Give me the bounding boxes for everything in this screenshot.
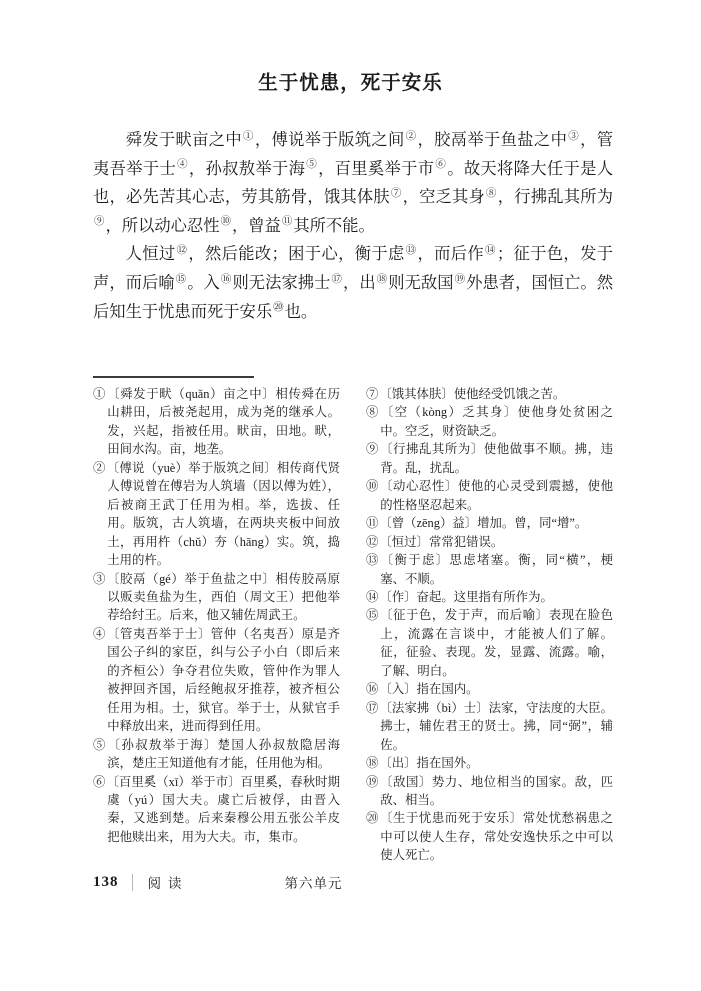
annotation-number: ① [93, 387, 107, 401]
annotation-text: 〔舜发于畎（quǎn）亩之中〕相传舜在历山耕田，后被尧起用，成为尧的继承人。发，兴起，指被任用。畎亩，田地。畎，田间水沟。亩，地垄。 [107, 387, 341, 457]
annotation-number: ⑥ [93, 774, 106, 789]
footnote-ref: ⑫ [176, 244, 188, 256]
footnote-ref: ⑦ [390, 187, 402, 199]
annotation-text: 〔曾（zēng）益〕增加。曾，同“增”。 [379, 516, 588, 531]
annotation-number: ⑤ [93, 737, 107, 752]
annotation-item [366, 440, 613, 477]
annotation-item [366, 809, 613, 864]
annotation-number: ⑧ [366, 405, 380, 420]
annotation-item [366, 533, 613, 551]
footnote-ref: ⑲ [454, 273, 466, 285]
footnote-ref: ⑭ [485, 244, 496, 256]
annotation-text: 〔傅说（yuè）举于版筑之间〕相传商代贤人傅说曾在傅岩为人筑墙（因以傅为姓），后被商王武丁任用为相。举，选拔、任用。版筑，古人筑墙，在两块夹板中间放土，再用杵（chǔ）夯（hāng）实。筑，捣土用的杵。 [106, 460, 341, 568]
annotation-text: 〔胶鬲（gé）举于鱼盐之中〕相传胶鬲原以贩卖鱼盐为生，西伯（周文王）把他举荐给纣王。后来，他又辅佐周武王。 [107, 571, 341, 623]
annotation-text: 〔法家拂（bì）士〕法家，守法度的大臣。拂士，辅佐君王的贤士。拂，同“弼”，辅佐。 [379, 700, 614, 752]
annotation-item [366, 680, 613, 698]
annotations [93, 385, 613, 865]
footnote-ref: ④ [177, 159, 188, 171]
annotation-item [93, 459, 340, 570]
annotation-item [93, 570, 340, 625]
footnote-ref: ⑳ [273, 302, 284, 314]
annotation-text: 〔饿其体肤〕使他经受饥饿之苦。 [379, 387, 566, 401]
annotation-number: ⑳ [366, 811, 379, 826]
annotations-column-right [366, 385, 613, 865]
annotation-number: ⑰ [366, 700, 379, 715]
annotation-number: ⑨ [366, 442, 379, 457]
annotation-text: 〔行拂乱其所为〕使他做事不顺。拂，违背。乱，扰乱。 [379, 442, 614, 475]
footnote-ref: ① [243, 130, 254, 142]
page-footer [93, 872, 343, 892]
annotation-number: ⑪ [366, 516, 379, 531]
annotations-column-left [93, 385, 340, 865]
annotation-number: ③ [93, 571, 107, 586]
footnote-ref: ⑪ [281, 216, 293, 228]
footnote-ref: ③ [568, 130, 580, 142]
footnote-ref: ⑬ [405, 244, 417, 256]
annotation-number: ⑲ [366, 774, 379, 789]
annotation-number: ② [93, 460, 106, 475]
footer-unit-label: 第六单元 [284, 876, 343, 891]
annotation-text: 〔管夷吾举于士〕管仲（名夷吾）原是齐国公子纠的家臣，纠与公子小白（即后来的齐桓公）争夺君位失败，管仲作为罪人被押回齐国，后经鲍叔牙推荐，被齐桓公任用为相。士，狱官。举于士，从狱官手中释放出来，进而得到任用。 [106, 626, 341, 734]
annotation-text: 〔敌国〕势力、地位相当的国家。敌，匹敌、相当。 [379, 774, 614, 807]
annotation-item [366, 477, 613, 514]
annotation-text: 〔恒过〕常常犯错误。 [379, 534, 504, 549]
annotation-item [366, 588, 613, 606]
annotation-number: ④ [93, 626, 106, 641]
annotation-number: ⑮ [366, 608, 379, 623]
main-text [93, 126, 613, 326]
footnote-ref: ⑤ [306, 159, 318, 171]
annotation-item [93, 385, 340, 459]
paragraph: 人恒过⑫，然后能改；困于心，衡于虑⑬，而后作⑭；征于色，发于声，而后喻⑮。入⑯则无法家拂士⑰，出⑱则无敌国⑲外患者，国恒亡。然后知生于忧患而死于安乐⑳也。 [93, 244, 614, 321]
annotation-item [366, 699, 613, 754]
annotation-item [93, 736, 340, 773]
page-title: 生于忧患，死于安乐 [258, 73, 443, 94]
annotation-item [366, 551, 613, 588]
annotation-number: ⑦ [366, 387, 379, 401]
annotation-text: 〔征于色，发于声，而后喻〕表现在脸色上，流露在言谈中，才能被人们了解。征，征验、表现。发，显露、流露。喻，了解、明白。 [379, 608, 614, 678]
annotation-item [93, 773, 340, 847]
footer-divider-rule [132, 874, 133, 891]
annotation-text: 〔动心忍性〕使他的心灵受到震撼，使他的性格坚忍起来。 [379, 479, 614, 512]
annotation-text: 〔衡于虑〕思虑堵塞。衡，同“横”，梗塞、不顺。 [380, 553, 614, 586]
footnote-ref: ⑱ [376, 273, 388, 285]
annotation-text: 〔百里奚（xī）举于市〕百里奚，春秋时期虞（yú）国大夫。虞亡后被俘，由晋入秦，又逃到楚。后来秦穆公用五张公羊皮把他赎出来，用为大夫。市，集市。 [106, 774, 341, 844]
footnote-ref: ⑨ [94, 216, 105, 228]
annotation-item [366, 773, 613, 810]
footnote-ref: ⑧ [486, 187, 497, 199]
annotation-item [93, 625, 340, 736]
footnote-divider [93, 376, 254, 378]
annotation-item [366, 403, 613, 440]
footnote-ref: ⑯ [220, 273, 232, 285]
annotation-item [366, 754, 613, 772]
annotation-number: ⑩ [366, 479, 379, 494]
footnote-ref: ⑰ [331, 273, 342, 285]
annotation-text: 〔生于忧患而死于安乐〕常处忧愁祸患之中可以使人生存，常处安逸快乐之中可以使人死亡。 [379, 811, 614, 863]
footnote-ref: ② [405, 130, 417, 142]
annotation-text: 〔出〕指在国外。 [379, 756, 479, 771]
annotation-number: ⑫ [366, 534, 379, 549]
annotation-number: ⑱ [366, 756, 379, 771]
page-number: 138 [93, 873, 119, 890]
footnote-ref: ⑮ [175, 273, 187, 285]
paragraph: 舜发于畎亩之中①，傅说举于版筑之间②，胶鬲举于鱼盐之中③，管夷吾举于士④，孙叔敖举于海⑤，百里奚举于市⑥。故天将降大任于是人也，必先苦其心志，劳其筋骨，饿其体肤⑦，空乏其身⑧，行拂乱其所为⑨，所以动心忍性⑩，曾益⑪其所不能。 [93, 130, 614, 235]
annotation-number: ⑬ [366, 553, 380, 568]
annotation-item [366, 385, 613, 403]
annotation-text: 〔作〕奋起。这里指有所作为。 [379, 589, 553, 604]
footnote-ref: ⑥ [435, 159, 447, 171]
annotation-text: 〔孙叔敖举于海〕楚国人孙叔敖隐居海滨，楚庄王知道他有才能，任用他为相。 [107, 737, 341, 771]
annotation-number: ⑯ [366, 682, 379, 697]
footer-section-label: 阅读 [147, 876, 189, 891]
footnote-ref: ⑩ [220, 216, 231, 228]
annotation-item [366, 514, 613, 532]
annotation-text: 〔空（kòng）乏其身〕使他身处贫困之中。空乏，财资缺乏。 [380, 405, 614, 438]
annotation-text: 〔入〕指在国内。 [379, 682, 479, 697]
annotation-item [366, 606, 613, 680]
annotation-number: ⑭ [366, 589, 379, 604]
